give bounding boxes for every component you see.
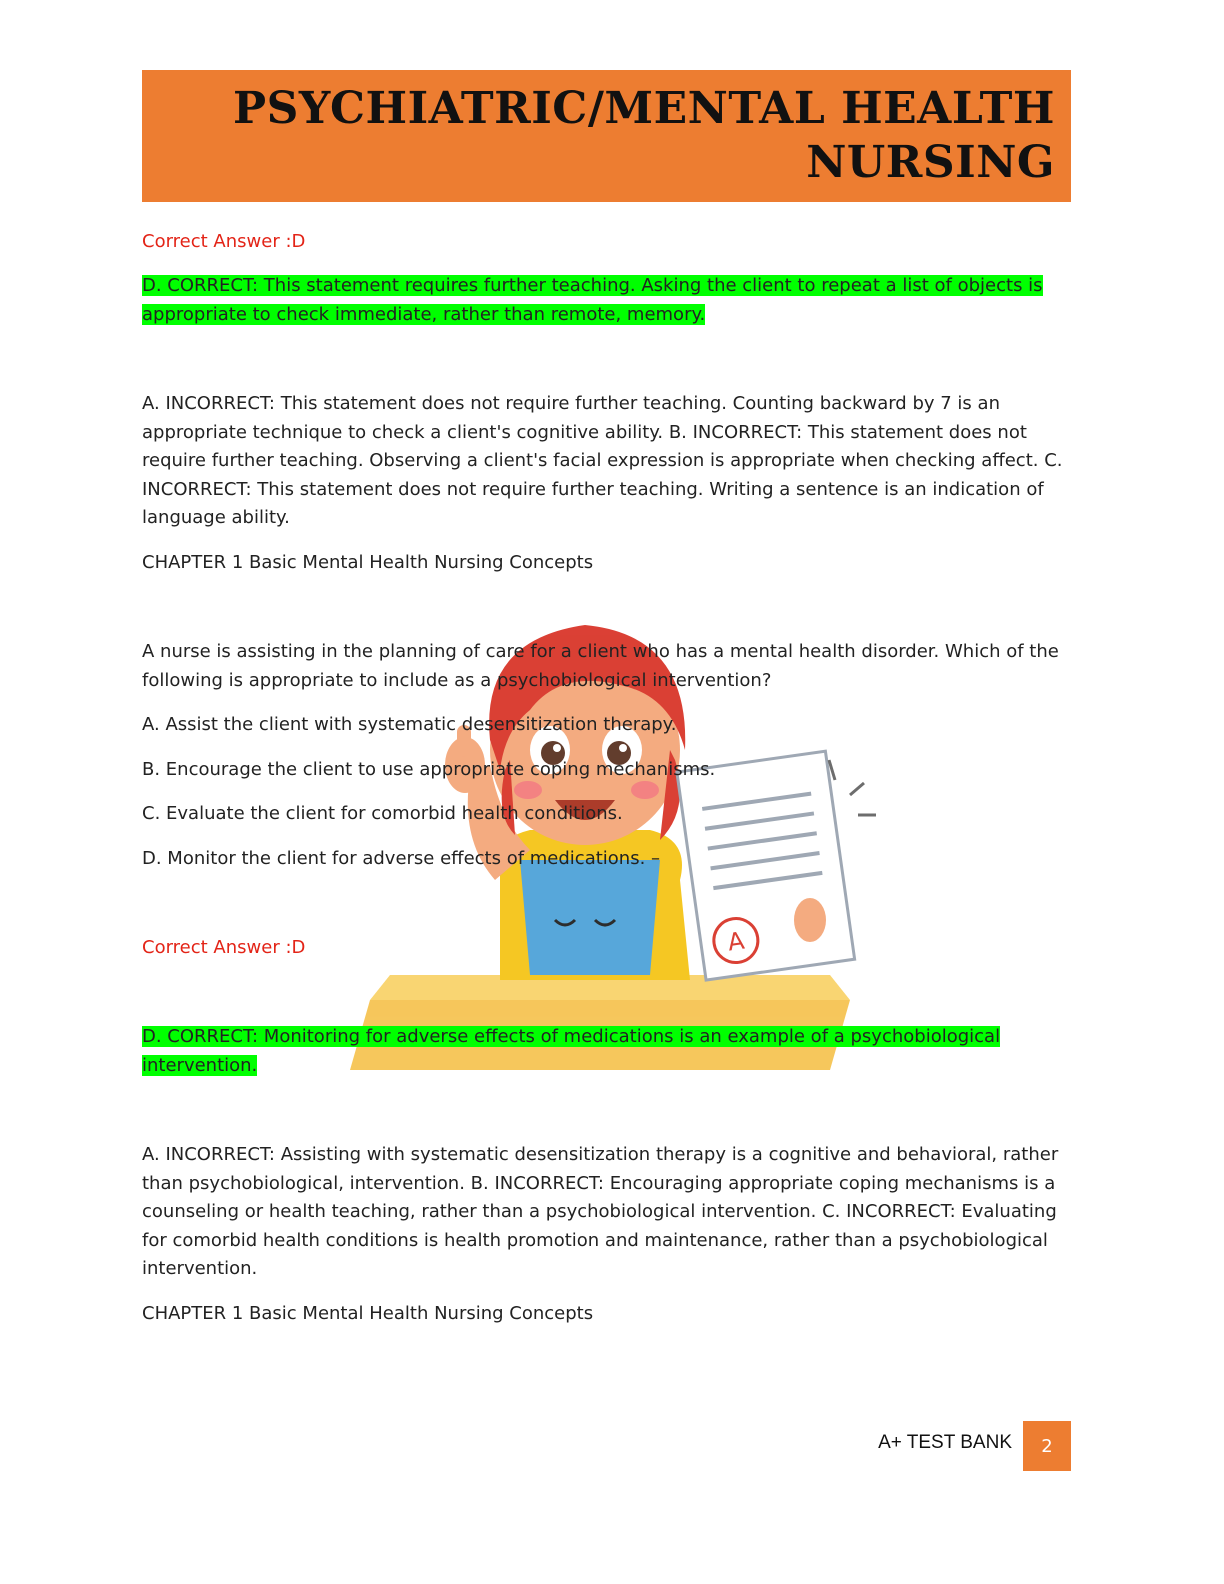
correct-explanation-2 [142, 1023, 1072, 1080]
answer-label-2: Correct Answer :D [142, 937, 306, 958]
correct-explanation-1 [142, 272, 1072, 329]
incorrect-explanation-1: A. INCORRECT: This statement does not require further teaching. Counting backward by 7 is an appropriate technique to check a client's cognitive ability. B. INCORRECT: This statement does not require further teaching. Observing a client's facial expression is appropriate when checking affect. C. INCORRECT: This statement does not require further teaching. Writing a sentence is an indication of language ability. [142, 393, 1063, 529]
page-number: 2 [1023, 1421, 1071, 1471]
option-b: B. Encourage the client to use appropriate coping mechanisms. [142, 759, 716, 780]
chapter-label-2: CHAPTER 1 Basic Mental Health Nursing Concepts [142, 1303, 594, 1324]
incorrect-explanation-2: A. INCORRECT: Assisting with systematic desensitization therapy is a cognitive and behavioral, rather than psychobiological, intervention. B. INCORRECT: Encouraging appropriate coping mechanisms is a counseling or health teaching, rather than a psychobiological intervention. C. INCORRECT: Evaluating for comorbid health conditions is health promotion and maintenance, rather than a psychobiological intervention. [142, 1144, 1059, 1280]
option-a: A. Assist the client with systematic desensitization therapy. [142, 714, 677, 735]
title-line-1: PSYCHIATRIC/MENTAL HEALTH [233, 83, 1055, 134]
option-d: D. Monitor the client for adverse effects of medications. – [142, 848, 661, 869]
header-banner [142, 70, 1071, 202]
correct-explanation-text-2: D. CORRECT: Monitoring for adverse effects of medications is an example of a psychobiological intervention. [142, 1026, 1001, 1076]
document-title [233, 82, 1055, 190]
option-c: C. Evaluate the client for comorbid health conditions. [142, 803, 623, 824]
footer-label: A+ TEST BANK [878, 1432, 1012, 1453]
title-line-2: NURSING [806, 137, 1055, 188]
chapter-label-1: CHAPTER 1 Basic Mental Health Nursing Concepts [142, 552, 594, 573]
question-stem: A nurse is assisting in the planning of care for a client who has a mental health disorder. Which of the following is appropriate to include as a psychobiological intervention? [142, 641, 1059, 691]
correct-explanation-text-1: D. CORRECT: This statement requires further teaching. Asking the client to repeat a list of objects is appropriate to check immediate, rather than remote, memory. [142, 275, 1043, 325]
answer-label-1: Correct Answer :D [142, 231, 306, 252]
grade-mark: A [725, 926, 747, 957]
